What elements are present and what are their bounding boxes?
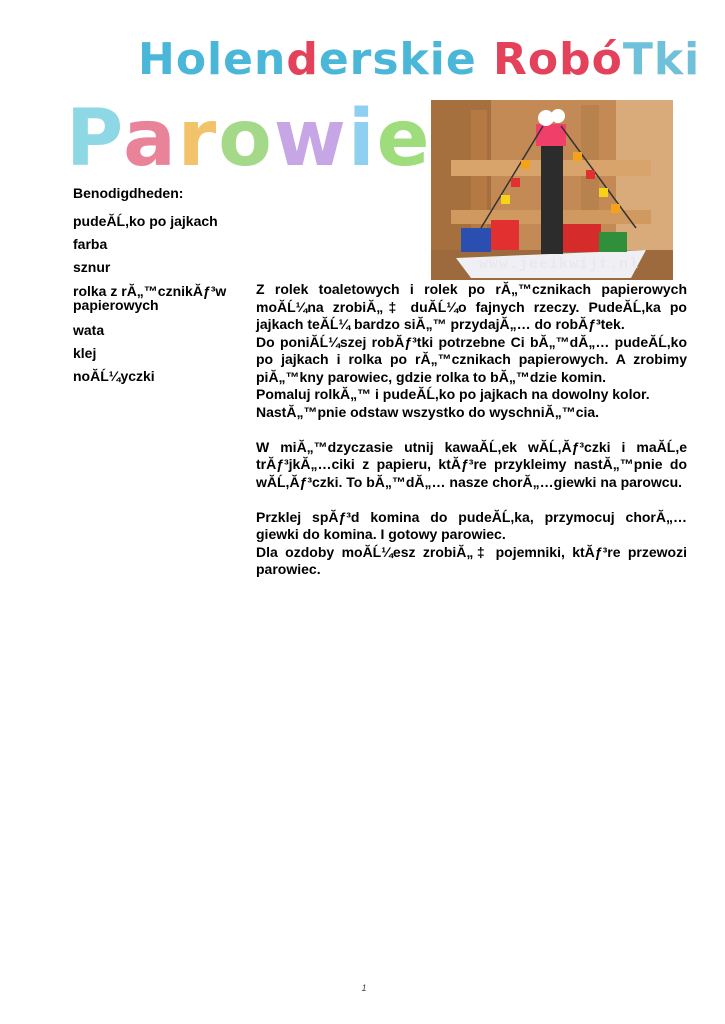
photo-watermark: www.jeeikwijt.nl [479,256,640,273]
steamboat-photo-image [431,100,673,280]
page-number: 1 [361,983,367,993]
header-title [138,30,701,90]
title-letter: e [376,94,432,184]
list-item: noĂĹ¼yczki [73,368,155,384]
title-letter: o [218,94,274,184]
title-letter: a [123,94,178,184]
header-title-part: Robó [493,34,623,85]
ingredients-heading: Benodigdheden: [73,185,184,201]
header-title-part: Tki [622,34,701,85]
list-item: sznur [73,259,111,275]
header-title-part: erskie [318,34,494,85]
paragraph: Dla ozdoby moĂĹ¼esz zrobiĂ„‡ pojemniki, ktĂƒ³re przewozi parowiec. [256,543,687,577]
paragraph: Z rolek toaletowych i rolek po rĂ„™cznikach papierowych moĂĹ¼na zrobiĂ„‡ duĂĹ¼o fajnych rzeczy. PudeĂĹ,ka po jajkach teĂĹ¼ bardzo siĂ„™ przydajĂ„… do robĂƒ³tek. [256,281,687,332]
paragraph: NastĂ„™pnie odstaw wszystko do wyschniĂ„™cia. [256,403,600,420]
steamboat-photo [431,100,673,280]
paragraph: Przklej spĂƒ³d komina do pudeĂĹ,ka, przymocuj chorĂ„…giewki do komina. I gotowy parowiec. [256,508,687,542]
list-item: pudeĂĹ,ko po jajkach [73,213,218,229]
title-letter: r [177,94,219,184]
list-item: wata [73,322,105,338]
paragraph: W miĂ„™dzyczasie utnij kawaĂĹ,ek wĂĹ,Ăƒ³czki i maĂĹ,e trĂƒ³jkĂ„…ciki z papieru, ktĂƒ³re przykleimy nastĂ„™pnie do wĂĹ,Ăƒ³czki. To bĂ„™dĂ„… nasze chorĂ„…giewki na parowcu. [256,438,687,490]
title-letter: w [273,94,348,184]
header-title-part: d [286,34,319,85]
list-item: farba [73,236,108,252]
paragraph: Do poniĂĹ¼szej robĂƒ³tki potrzebne Ci bĂ„™dĂ„… pudeĂĹ,ko po jajkach i rolka po rĂ„™cznikach papierowych. A zrobimy piĂ„™kny parowiec, gdzie rolka to bĂ„™dzie komin. [256,333,687,385]
ingredients-list [73,183,243,389]
list-item: klej [73,345,97,361]
title-letter: P [66,94,124,184]
instructions-text [256,281,687,579]
list-item: rolka z rĂ„™cznikĂƒ³w papierowych [73,283,227,313]
header-title-part: Holen [138,34,287,85]
paragraph: Pomaluj rolkĂ„™ i pudeĂĹ,ko po jajkach na dowolny kolor. [256,386,650,402]
title-letter: i [347,94,377,184]
